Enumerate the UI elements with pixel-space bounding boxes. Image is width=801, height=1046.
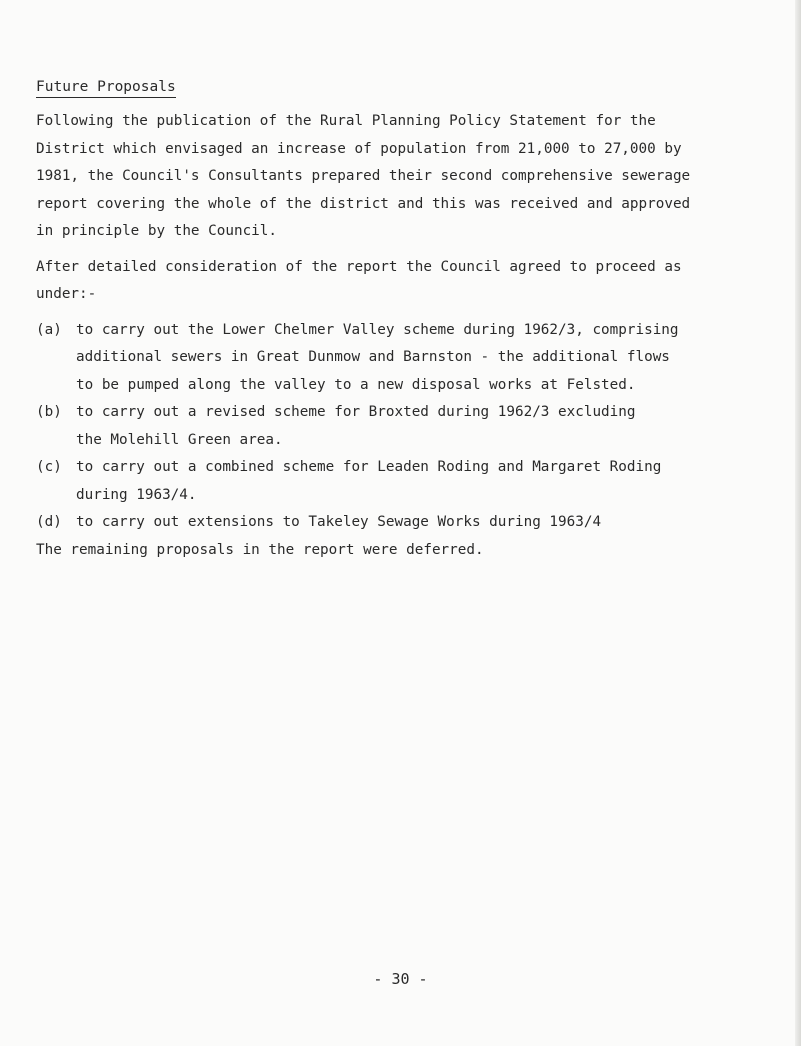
- item-label: (a): [36, 321, 62, 338]
- intro-paragraph: [36, 108, 778, 246]
- consideration-line: After detailed consideration of the report the Council agreed to proceed as: [36, 258, 682, 275]
- item-line: during 1963/4.: [76, 486, 197, 503]
- item-text: [76, 509, 778, 537]
- consideration-line: under:-: [36, 286, 97, 302]
- item-label: (b): [36, 404, 62, 420]
- item-line: the Molehill Green area.: [76, 431, 283, 448]
- intro-line: 1981, the Council's Consultants prepared their second comprehensive sewerage: [36, 168, 691, 184]
- item-label: (c): [36, 459, 62, 475]
- item-line: to carry out a revised scheme for Broxted during 1962/3 excluding: [76, 404, 636, 420]
- item-text: [76, 454, 778, 509]
- proposal-item-c: [36, 454, 778, 509]
- item-line: additional sewers in Great Dunmow and Barnston - the additional flows: [76, 349, 670, 365]
- proposal-item-d: [36, 509, 778, 537]
- intro-line: in principle by the Council.: [36, 223, 278, 239]
- item-text: [76, 399, 778, 454]
- item-line: to carry out extensions to Takeley Sewage Works during 1963/4: [76, 514, 602, 530]
- consideration-paragraph: [36, 254, 778, 309]
- section-heading: Future Proposals: [36, 78, 176, 98]
- closing-paragraph: [36, 537, 778, 565]
- closing-line: The remaining proposals in the report were deferred.: [36, 541, 484, 558]
- spacer: [36, 246, 778, 254]
- intro-line: District which envisaged an increase of population from 21,000 to 27,000 by: [36, 140, 682, 157]
- item-line: to carry out a combined scheme for Leaden Roding and Margaret Roding: [76, 459, 662, 475]
- item-label: (d): [36, 514, 62, 530]
- page-edge-shadow: [795, 0, 801, 1046]
- item-line: to carry out the Lower Chelmer Valley scheme during 1962/3, comprising: [76, 321, 679, 338]
- document-page: [36, 76, 778, 564]
- intro-line: Following the publication of the Rural Planning Policy Statement for the: [36, 113, 656, 129]
- proposal-item-a: [36, 317, 778, 400]
- intro-line: report covering the whole of the district and this was received and approved: [36, 195, 691, 212]
- item-line: to be pumped along the valley to a new disposal works at Felsted.: [76, 376, 636, 393]
- page-number: - 30 -: [373, 970, 428, 988]
- proposal-item-b: [36, 399, 778, 454]
- item-text: [76, 317, 778, 400]
- spacer: [36, 309, 778, 317]
